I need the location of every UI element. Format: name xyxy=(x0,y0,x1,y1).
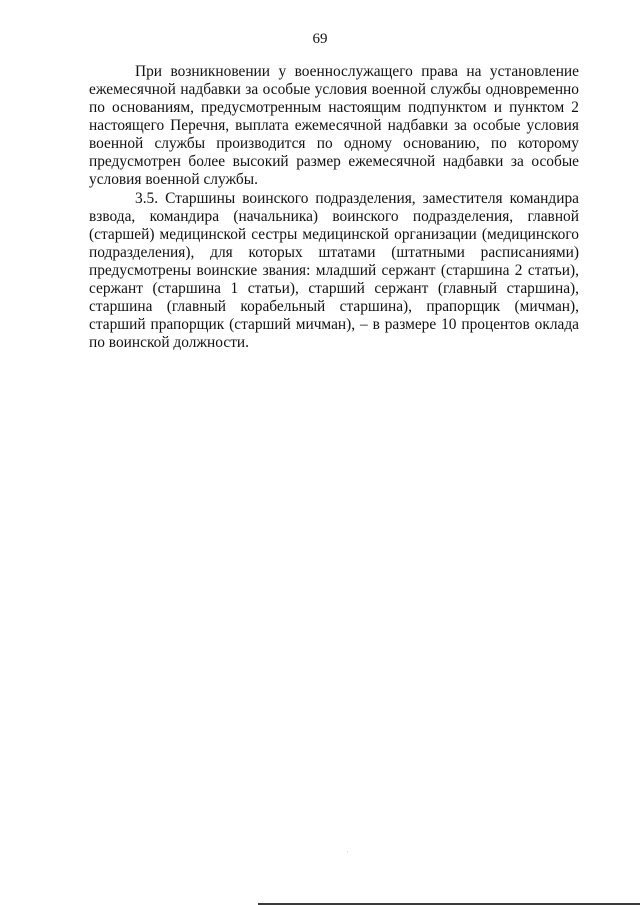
document-body xyxy=(89,63,579,353)
paragraph-overlapping-grounds: При возникновении у военнослужащего права на установление ежемесячной надбавки за особые условия военной службы одновременно по основаниям, предусмотренным настоящим подпунктом и пунктом 2 настоящего Перечня, выплата ежемесячной надбавки за особые условия военной службы производится по одному основанию, по которому предусмотрен более высокий размер ежемесячной надбавки за особые условия военной службы. xyxy=(89,63,579,188)
scan-artifact xyxy=(347,851,348,852)
page-number: 69 xyxy=(312,31,328,47)
paragraph-3-5: 3.5. Старшины воинского подразделения, заместителя командира взвода, командира (начальника) воинского подразделения, главной (старшей) медицинской сестры медицинской организации (медицинского подразделения), для которых штатами (штатными расписаниями) предусмотрены воинские звания: младший сержант (старшина 2 статьи), сержант (старшина 1 статьи), старший сержант (главный старшина), старшина (главный корабельный старшина), прапорщик (мичман), старший прапорщик (старший мичман), – в размере 10 процентов оклада по воинской должности. xyxy=(89,190,579,351)
